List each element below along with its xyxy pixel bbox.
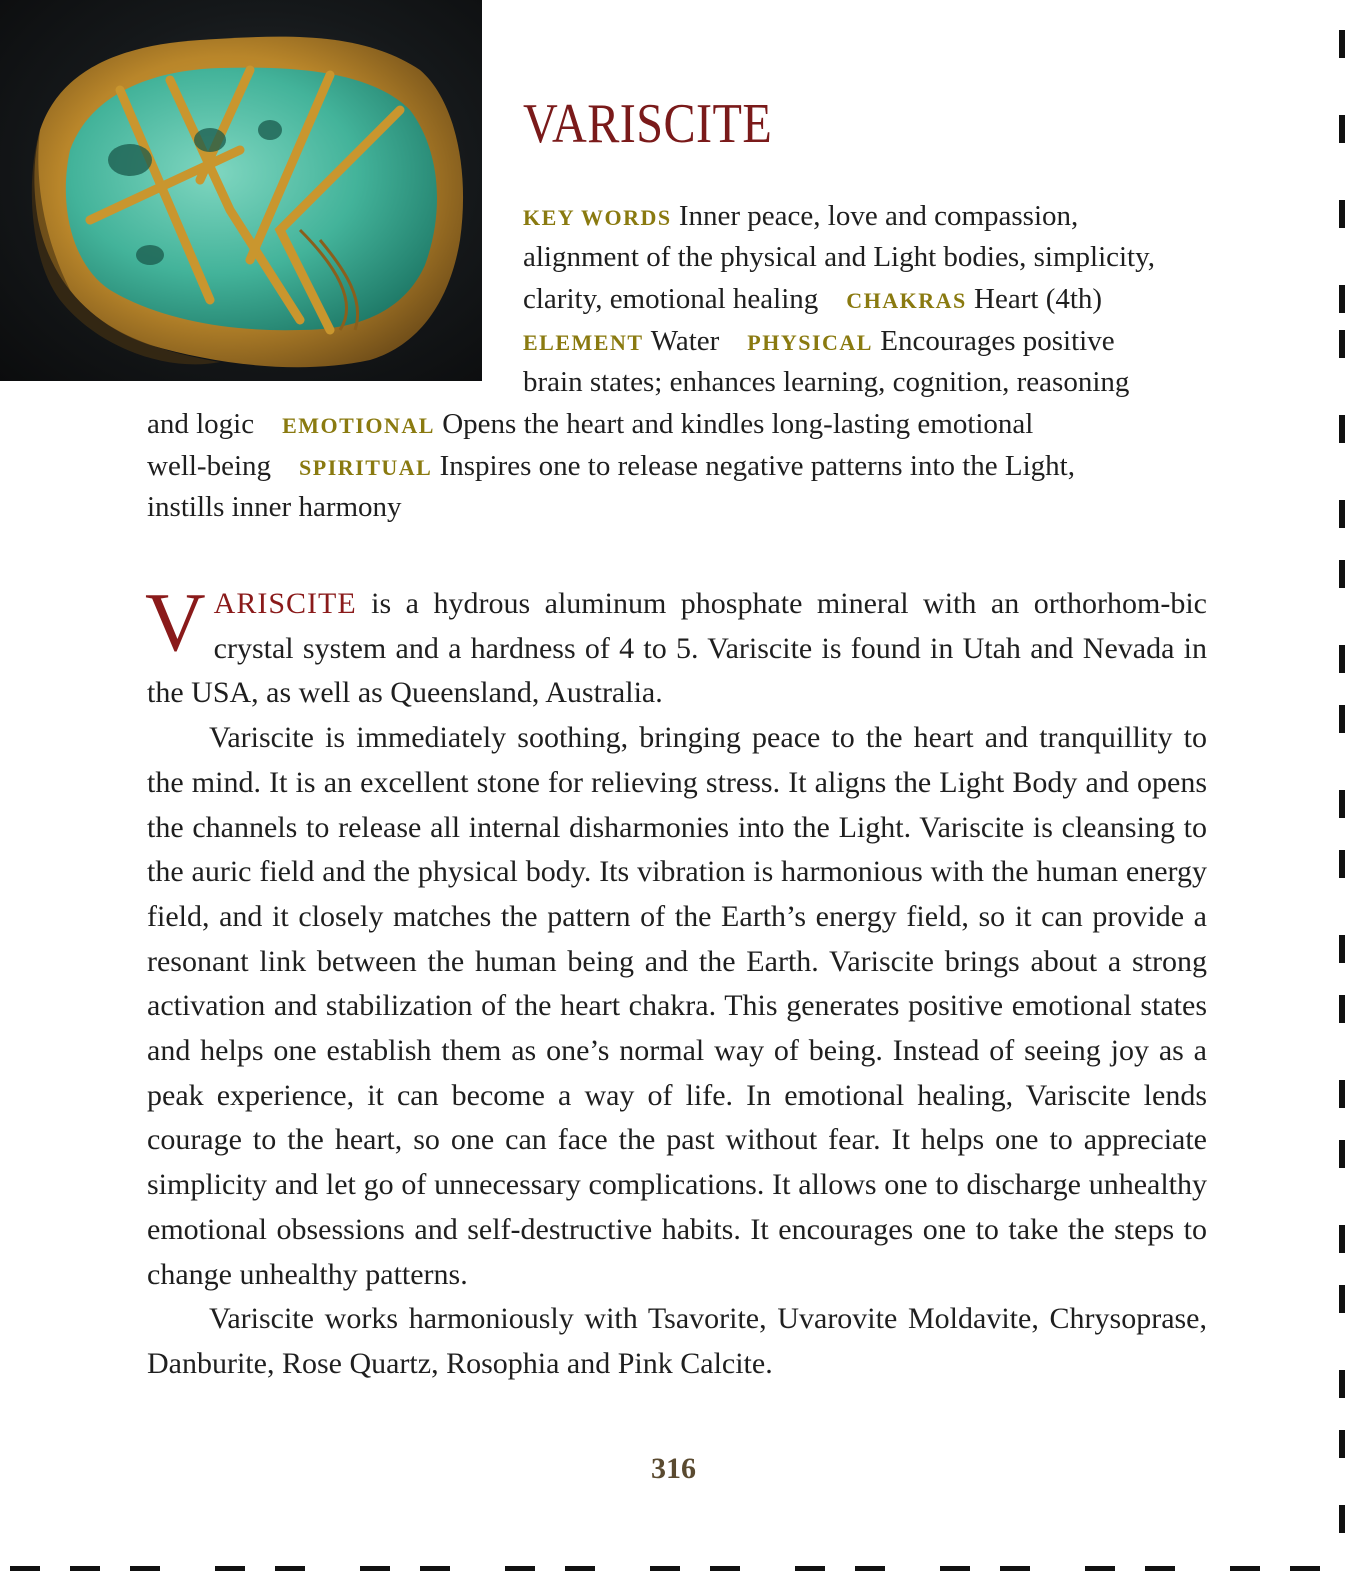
physical-text-cont: brain states; enhances learning, cognition, reasoning xyxy=(523,366,1130,398)
variscite-photo xyxy=(0,0,482,381)
header-line-3 xyxy=(523,279,1102,321)
bottom-edge-marks xyxy=(0,1562,1347,1572)
emotional-text: Opens the heart and kindles long-lasting emotional xyxy=(442,408,1034,440)
body-paragraph-3: Variscite works harmoniously with Tsavorite, Uvarovite Moldavite, Chrysoprase, Danburite, Rose Quartz, Rosophia and Pink Calcite. xyxy=(147,1302,1207,1380)
header-line-8 xyxy=(147,487,402,528)
body-paragraph-1 xyxy=(145,576,1207,716)
physical-text-end: and logic xyxy=(147,408,255,440)
spiritual-text: Inspires one to release negative patterns into the Light, xyxy=(439,450,1075,482)
body-paragraph-1-text-b: , as well as Queensland, Australia. xyxy=(251,676,663,710)
page-title: VARISCITE xyxy=(523,93,773,155)
body-text xyxy=(145,576,1207,1387)
keywords-text-cont: alignment of the physical and Light bodies, simplicity, xyxy=(523,241,1155,273)
body-paragraph-1-text-a: is a hydrous aluminum phosphate mineral with an orthorhom-bic crystal system and a hardness of 4 to 5. Variscite is found in Utah and Nevada in the xyxy=(147,587,1207,710)
element-label: ELEMENT xyxy=(523,330,644,355)
variscite-specimen-image xyxy=(0,0,482,381)
physical-text: Encourages positive xyxy=(880,325,1115,357)
keywords-label: KEY WORDS xyxy=(523,205,672,230)
emotional-label: EMOTIONAL xyxy=(282,413,435,438)
page-number: 316 xyxy=(651,1452,696,1485)
right-edge-marks xyxy=(1335,0,1347,1572)
keywords-text: Inner peace, love and compassion, xyxy=(678,200,1079,232)
keywords-text-end: clarity, emotional healing xyxy=(523,283,819,315)
body-paragraph-2: Variscite is immediately soothing, bringing peace to the heart and tranquillity to the mind. It is an excellent stone for relieving stress. It aligns the Light Body and opens the channels to release all internal disharmonies into the Light. Variscite is cleansing to the auric field and the physical body. Its vibration is harmonious with the human energy field, and it closely matches the pattern of the Earth’s energy field, so it can provide a resonant link between the human being and the Earth. Variscite brings about a strong activation and stabilization of the heart chakra. This generates positive emotional states and helps one establish them as one’s normal way of being. Instead of seeing joy as a peak experience, it can become a way of life. In emotional healing, Variscite lends courage to the heart, so one can face the past without fear. It helps one to appreciate simplicity and let go of unnecessary complications. It allows one to discharge unhealthy emotional obsessions and self-destructive habits. It encourages one to take the steps to change unhealthy patterns. xyxy=(147,721,1207,1291)
drop-cap: V xyxy=(145,576,206,669)
spiritual-text-end: instills inner harmony xyxy=(147,491,402,523)
lead-caps: ARISCITE xyxy=(213,587,357,620)
header-line-5 xyxy=(523,362,1129,403)
body-usa: USA xyxy=(191,676,252,710)
header-line-4 xyxy=(523,321,1115,363)
chakras-label: CHAKRAS xyxy=(846,288,967,313)
physical-label: PHYSICAL xyxy=(747,330,873,355)
element-text: Water xyxy=(650,325,720,357)
header-line-7 xyxy=(147,446,1075,488)
spiritual-label: SPIRITUAL xyxy=(299,455,433,480)
chakras-text: Heart (4th) xyxy=(974,283,1103,315)
keywords-line xyxy=(523,196,1078,238)
header-line-6 xyxy=(147,404,1033,446)
emotional-text-end: well-being xyxy=(147,450,272,482)
header-line-2 xyxy=(523,237,1155,278)
